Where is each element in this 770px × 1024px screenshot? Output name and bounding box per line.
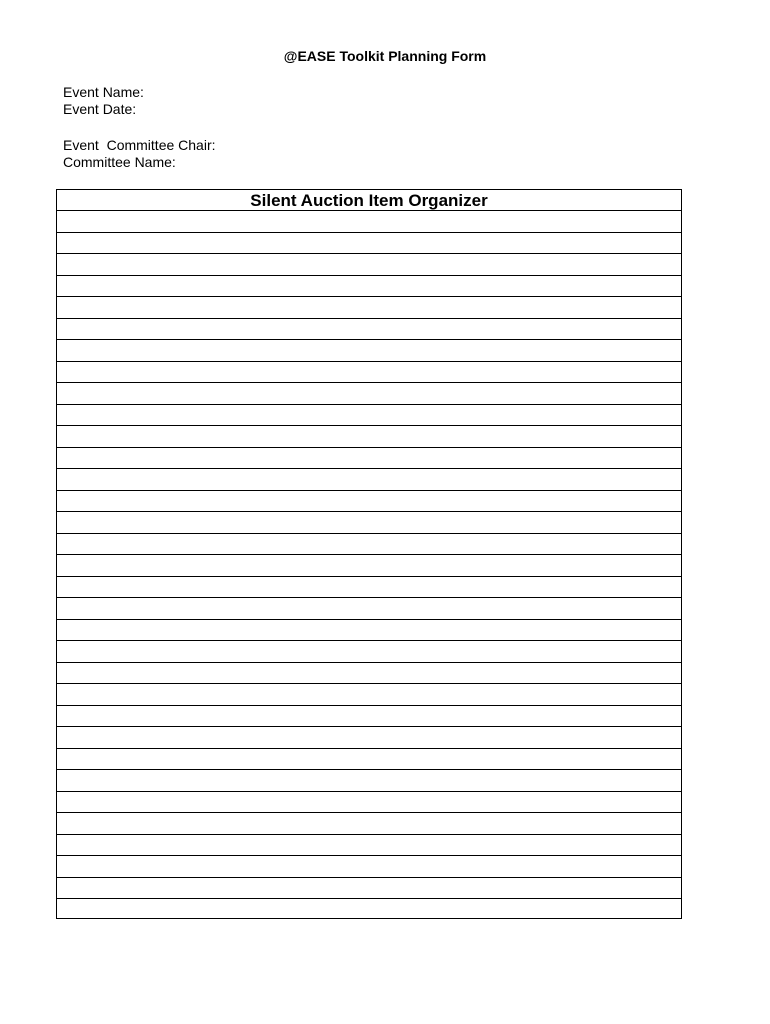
organizer-rows: [57, 211, 681, 921]
table-row: [57, 727, 681, 749]
table-row: [57, 835, 681, 857]
table-row: [57, 448, 681, 470]
table-row: [57, 577, 681, 599]
table-row: [57, 813, 681, 835]
table-row: [57, 254, 681, 276]
organizer-title: Silent Auction Item Organizer: [57, 190, 681, 211]
event-name-label: Event Name:: [63, 84, 144, 100]
table-row: [57, 878, 681, 900]
table-row: [57, 534, 681, 556]
table-row: [57, 555, 681, 577]
table-row: [57, 491, 681, 513]
table-row: [57, 233, 681, 255]
table-row: [57, 426, 681, 448]
table-row: [57, 856, 681, 878]
table-row: [57, 684, 681, 706]
table-row: [57, 598, 681, 620]
table-row: [57, 469, 681, 491]
table-row: [57, 340, 681, 362]
committee-chair-label: Event Committee Chair:: [63, 137, 216, 153]
table-row: [57, 749, 681, 771]
table-row: [57, 792, 681, 814]
table-row: [57, 211, 681, 233]
silent-auction-organizer-table: [56, 189, 682, 919]
table-row: [57, 405, 681, 427]
form-title: @EASE Toolkit Planning Form: [283, 48, 487, 64]
table-row: [57, 319, 681, 341]
table-row: [57, 770, 681, 792]
table-row: [57, 276, 681, 298]
table-row: [57, 297, 681, 319]
table-row: [57, 899, 681, 921]
table-row: [57, 641, 681, 663]
table-row: [57, 706, 681, 728]
table-row: [57, 512, 681, 534]
table-row: [57, 663, 681, 685]
table-row: [57, 383, 681, 405]
table-row: [57, 362, 681, 384]
table-row: [57, 620, 681, 642]
event-date-label: Event Date:: [63, 101, 137, 117]
committee-name-label: Committee Name:: [63, 154, 176, 170]
